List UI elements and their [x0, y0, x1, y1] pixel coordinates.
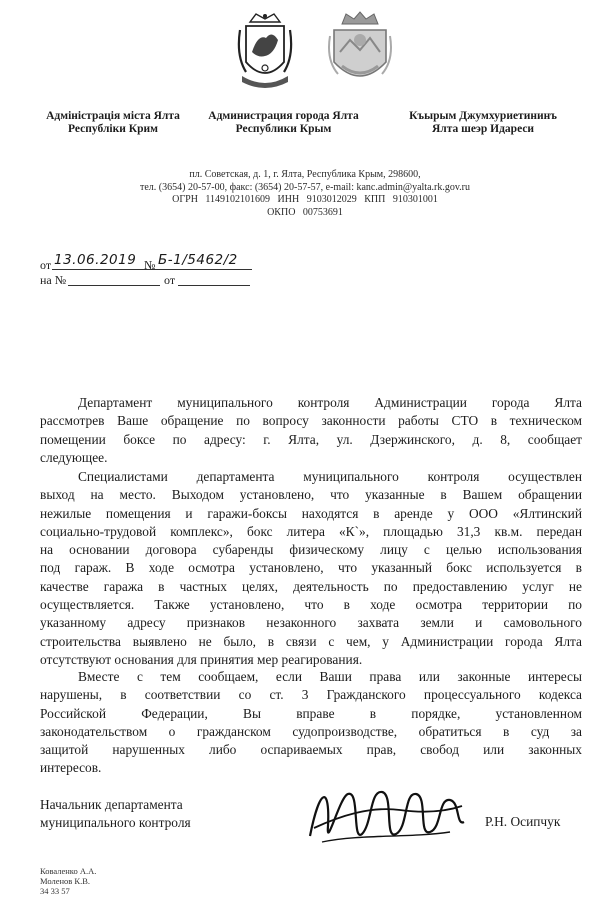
- paragraph-3-line-1: Вместе с тем сообщаем, если Ваши права или законные интересы: [78, 669, 582, 684]
- signatory-title-line1: Начальник департамента: [40, 797, 183, 812]
- header-russian-line1: Администрация города Ялта: [208, 110, 359, 122]
- paragraph-1-line-4: следующее.: [40, 449, 108, 465]
- header-russian-line2: Республики Крым: [235, 123, 332, 135]
- registration-date: 13.06.2019: [54, 252, 137, 268]
- from-label: от: [40, 258, 52, 272]
- paragraph-3-line-6: интересов.: [40, 760, 102, 776]
- paragraph-3-line-4: законодательством о гражданском судопроизводстве, обратиться в суд за: [40, 723, 582, 739]
- header-ukrainian-line2: Республіки Крим: [68, 123, 158, 135]
- contacts-address: пл. Советская, д. 1, г. Ялта, Республика Крым, 298600,: [189, 169, 421, 180]
- paragraph-2-line-4: социально-трудовой комплекс», бокс литера «К`», площадью 31,3 кв.м. передан: [40, 523, 582, 539]
- paragraph-3-line-5: защитой нарушенных либо оспариваемых прав, свобод или законных: [40, 742, 582, 758]
- paragraph-2-line-3: нежилые помещения и гаражи-боксы находятся в аренде у ООО «Ялтинский: [40, 505, 582, 521]
- paragraph-2-line-6: под гараж. В ходе осмотра установлено, что указанный бокс используется в: [40, 560, 582, 576]
- ref-from-label: от: [164, 273, 176, 287]
- ref-date-line: [178, 285, 250, 286]
- header-ukrainian: [28, 110, 198, 136]
- executor-name-2: Моленов К.В.: [40, 876, 91, 886]
- number-label: №: [144, 258, 156, 272]
- paragraph-2-line-8: осуществляется. Также установлено, что в ходе осмотра территории по: [40, 597, 582, 613]
- paragraph-3-line-2: нарушены, в соответствии со ст. 3 Гражданского процессуального кодекса: [40, 687, 582, 703]
- header-crimean-tatar-line1: Къырым Джумхуриетининъ: [409, 110, 557, 122]
- signatory-title-line2: муниципального контроля: [40, 815, 191, 830]
- paragraph-2-line-11: отсутствуют основания для принятия мер реагирования.: [40, 651, 363, 667]
- executor-phone: 34 33 57: [40, 886, 70, 896]
- paragraph-3: [40, 668, 582, 778]
- ref-number-line: [68, 285, 160, 286]
- header-russian: [196, 110, 371, 136]
- paragraph-2: [40, 468, 582, 669]
- ref-label: на №: [40, 273, 67, 287]
- header-crimean-tatar-line2: Ялта шеэр Идареси: [431, 123, 535, 135]
- paragraph-1-line-3: помещении боксе по адресу: г. Ялта, ул. Дзержинского, д. 8, сообщает: [40, 431, 582, 447]
- paragraph-2-line-7: качестве гаража в частных целях, деятельность по предоставлению услуг не: [40, 578, 582, 594]
- registration-line: [40, 252, 270, 292]
- contacts-okpo: ОКПО 00753691: [267, 206, 343, 218]
- paragraph-2-line-9: указанному адресу признаков незаконного захвата земли и самовольного: [40, 615, 582, 631]
- paragraph-3-line-3: Российской Федерации, Вы вправе в порядке, установленном: [40, 705, 582, 721]
- header-ukrainian-line1: Адміністрація міста Ялта: [46, 110, 180, 122]
- yalta-coat-of-arms-icon: [328, 10, 392, 92]
- header-crimean-tatar: [388, 110, 578, 136]
- registration-number: Б-1/5462/2: [158, 252, 238, 268]
- paragraph-2-line-1: Специалистами департамента муниципального контроля осуществлен: [78, 469, 582, 484]
- executor-name-1: Коваленко А.А.: [40, 866, 97, 876]
- handwritten-signature: [300, 776, 470, 856]
- crimea-coat-of-arms-icon: [236, 10, 294, 92]
- paragraph-2-line-10: строительства выявлено не было, в связи с чем, у Администрации города Ялта: [40, 633, 582, 649]
- paragraph-1-line-1: Департамент муниципального контроля Администрации города Ялта: [78, 395, 582, 410]
- contacts-phones: тел. (3654) 20-57-00, факс: (3654) 20-57-57, e-mail: kanc.admin@yalta.rk.gov.ru: [139, 181, 471, 193]
- contacts-block: [110, 169, 500, 219]
- executor-info: [40, 866, 96, 896]
- paragraph-1-line-2: рассмотрев Ваше обращение по вопросу законности работы СТО в техническом: [40, 413, 582, 429]
- paragraph-2-line-5: на основании договора субаренды физическому лицу с целью использования: [40, 542, 582, 558]
- paragraph-1: [40, 394, 582, 467]
- signatory-title: [40, 796, 191, 832]
- paragraph-2-line-2: выход на место. Выходом установлено, что указанные в Вашем обращении: [40, 487, 582, 503]
- contacts-codes: ОГРН 1149102101609 ИНН 9103012029 КПП 910301001: [172, 194, 438, 205]
- registration-underline: [52, 269, 252, 270]
- signatory-name: Р.Н. Осипчук: [485, 814, 561, 829]
